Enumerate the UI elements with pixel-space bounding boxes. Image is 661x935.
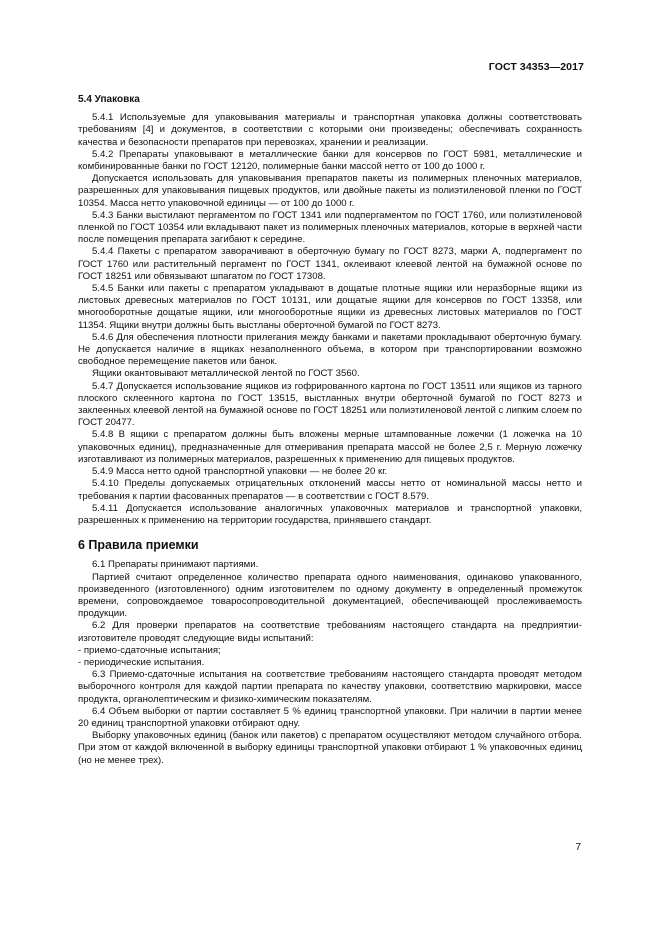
- paragraph: 6.4 Объем выборки от партии составляет 5 % единиц транспортной упаковки. При наличии в партии менее 20 единиц транспортной упаковки отбирают одну.: [78, 705, 582, 729]
- paragraph: 5.4.1 Используемые для упаковывания материалы и транспортная упаковка должны соответствовать требованиям [4] и документов, в соответствии с которыми они произведены; обеспечивать сохранность качества и безопасности препаратов при перевозках, хранении и реализации.: [78, 112, 582, 148]
- paragraph: 5.4.4 Пакеты с препаратом заворачивают в оберточную бумагу по ГОСТ 8273, марки А, подпергамент по ГОСТ 1760 или растительный пергамент по ГОСТ 1341, оклеивают клеевой лентой на бумажной основе по ГОСТ 18251 или обвязывают шпагатом по ГОСТ 17308.: [78, 246, 582, 282]
- section-6-body: [78, 559, 582, 766]
- paragraph: 5.4.10 Пределы допускаемых отрицательных отклонений массы нетто от номинальной массы нетто и требования к партии фасованных препаратов — в соответствии с ГОСТ 8.579.: [78, 478, 582, 502]
- paragraph: Допускается использовать для упаковывания препаратов пакеты из полимерных пленочных материалов, разрешенных для упаковывания пищевых продуктов, или двойные пакеты из полиэтиленовой пленки по ГОСТ 10354. Масса нетто упаковочной единицы — от 100 до 1000 г.: [78, 173, 582, 209]
- section-5-4-heading: 5.4 Упаковка: [78, 94, 140, 105]
- paragraph: 5.4.2 Препараты упаковывают в металлические банки для консервов по ГОСТ 5981, металлические и комбинированные банки по ГОСТ 12120, полимерные банки массой нетто от 100 до 1000 г.: [78, 148, 582, 173]
- list-item: - периодические испытания.: [78, 656, 205, 668]
- paragraph: 6.3 Приемо-сдаточные испытания на соответствие требованиям настоящего стандарта проводят методом выборочного контроля для каждой партии препарата по качеству упаковки, соответствию маркировки, массе продукта, органолептическим и физико-химическим показателям.: [78, 669, 582, 705]
- paragraph: Партией считают определенное количество препарата одного наименования, одинаково упакованного, произведенного (изготовленного) одним изготовителем по одному документу в определенный промежуток времени, сопровождаемое товаросопроводительной документацией, обеспечивающей прослеживаемость продукции.: [78, 571, 582, 620]
- paragraph: 5.4.5 Банки или пакеты с препаратом укладывают в дощатые плотные ящики или неразборные ящики из листовых древесных материалов по ГОСТ 10131, или дощатые ящики для консервов по ГОСТ 13358, или многооборотные дощатые ящики, или многооборотные ящики из древесных листовых материалов по ГОСТ 11354. Ящики внутри должны быть выстланы оберточной бумагой по ГОСТ 8273.: [78, 283, 582, 331]
- paragraph: 6.1 Препараты принимают партиями.: [92, 559, 259, 571]
- paragraph: Ящики окантовывают металлической лентой по ГОСТ 3560.: [92, 368, 360, 380]
- page-content: [78, 94, 582, 767]
- paragraph: Выборку упаковочных единиц (банок или пакетов) с препаратом осуществляют методом случайного отбора. При этом от каждой включенной в выборку единицы транспортной упаковки отбирают 1 % упаковочных единиц (но не менее трех).: [78, 730, 582, 766]
- section-6-heading: 6 Правила приемки: [78, 538, 199, 553]
- section-5-4-body: [78, 112, 582, 527]
- paragraph: 5.4.8 В ящики с препаратом должны быть вложены мерные штампованные ложечки (1 ложечка на 10 упаковочных единиц), предназначенные для отмеривания препарата массой не более 2,5 г. Мерную ложечку изготавливают из полимерных материалов, разрешенных к применению для пищевых продуктов.: [78, 429, 582, 465]
- paragraph: 5.4.6 Для обеспечения плотности прилегания между банками и пакетами прокладывают оберточную бумагу. Не допускается наличие в ящиках незаполненного объема, в котором при транспортировании возможно свободное перемещение пакетов или банок.: [78, 331, 582, 368]
- paragraph: 5.4.7 Допускается использование ящиков из гофрированного картона по ГОСТ 13511 или ящиков из тарного плоского склеенного картона по ГОСТ 13515, выстланных внутри оберточной бумагой по ГОСТ 8273 и заклеенных клеевой лентой на бумажной основе по ГОСТ 18251 или полиэтиленовой лентой с липким слоем по ГОСТ 20477.: [78, 380, 582, 429]
- paragraph: 5.4.9 Масса нетто одной транспортной упаковки — не более 20 кг.: [92, 466, 388, 478]
- paragraph: 5.4.11 Допускается использование аналогичных упаковочных материалов и транспортной упаковки, разрешенных к применению на территории государства, принявшего стандарт.: [78, 502, 582, 526]
- paragraph: 6.2 Для проверки препаратов на соответствие требованиям настоящего стандарта на предприятии-изготовителе проводят следующие виды испытаний:: [78, 620, 582, 644]
- standard-header: ГОСТ 34353—2017: [488, 61, 584, 73]
- list-item: - приемо-сдаточные испытания;: [78, 644, 221, 656]
- paragraph: 5.4.3 Банки выстилают пергаментом по ГОСТ 1341 или подпергаментом по ГОСТ 1760, или полиэтиленовой пленкой по ГОСТ 10354 или вкладывают пакет из полимерных пленочных материалов, которые в верхней части после помещения препарата загибают к середине.: [78, 209, 582, 246]
- page-number: 7: [575, 842, 581, 853]
